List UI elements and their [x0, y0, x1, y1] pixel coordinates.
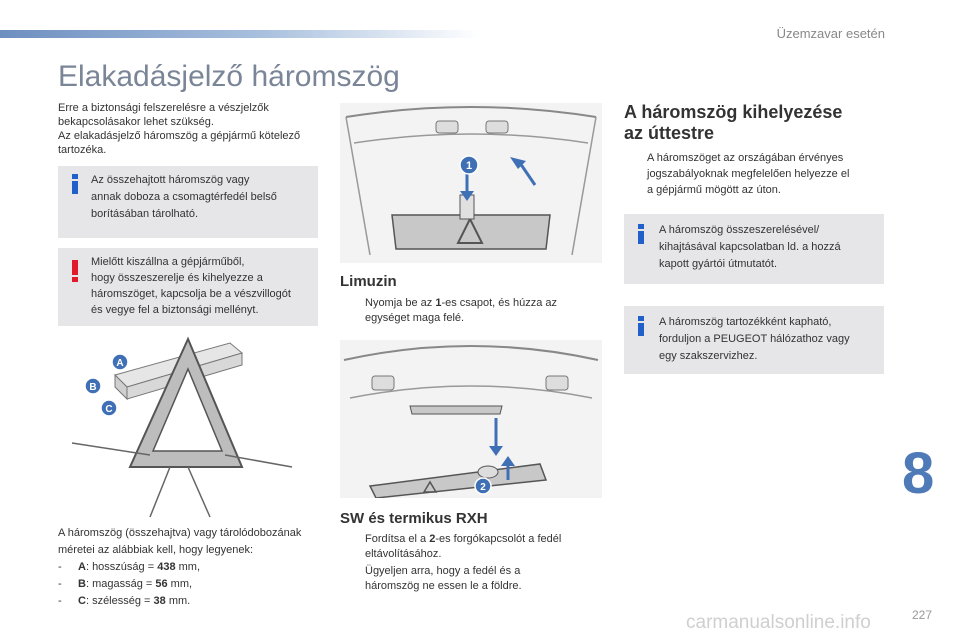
- limuzin-step: Nyomja be az 1-es csapot, és húzza az egységet maga felé.: [365, 297, 557, 324]
- page-number: 227: [912, 608, 933, 622]
- info-icon: [638, 224, 644, 244]
- dimension-b: - B: magasság = 56 mm,: [58, 578, 193, 590]
- chapter-number: 8: [902, 441, 935, 506]
- dimension-c: - C: szélesség = 38 mm.: [58, 595, 191, 607]
- label-a-text: A: [116, 358, 124, 369]
- chapter-title: Üzemzavar esetén: [776, 26, 885, 41]
- step-2-label: 2: [480, 482, 486, 493]
- watermark: carmanualsonline.info: [686, 612, 871, 633]
- dimension-a: - A: hosszúság = 438 mm,: [58, 561, 201, 573]
- step-1-label: 1: [465, 160, 473, 172]
- header-accent-bar: [0, 30, 480, 38]
- limuzin-heading: Limuzin: [340, 273, 397, 290]
- storage-info-box: Az összehajtott háromszög vagy annak doboza a csomagtérfedél belső borításában tárolható.: [58, 166, 318, 238]
- dimensions-list: A háromszög (összehajtva) vagy tárolódobozának méretei az alábbiak kell, hogy legyenek: - A: hosszúság = 438 mm, - B: magasság = 56 mm, - C: szélesség = 38 mm.: [58, 525, 323, 610]
- info-icon: [72, 174, 78, 194]
- sw-step-2: Ügyeljen arra, hogy a fedél és a háromszög ne essen le a földre.: [365, 565, 522, 592]
- assembly-info-box: A háromszög összeszerelésével/ kihajtásával kapcsolatban ld. a hozzá kapott gyártói útmutatót.: [624, 214, 884, 284]
- placement-heading: A háromszög kihelyezése az úttestre: [624, 102, 843, 143]
- purchase-info-box: A háromszög tartozékként kapható, forduljon a PEUGEOT hálózathoz vagy egy szakszervizhez.: [624, 306, 884, 374]
- sw-heading: SW és termikus RXH: [340, 510, 488, 527]
- page-title: Elakadásjelző háromszög: [58, 60, 400, 93]
- warning-triangle-illustration: [60, 335, 310, 520]
- placement-step: A háromszöget az országában érvényes jogszabályoknak megfelelően helyezze el a gépjármű mögött az úton.: [647, 152, 850, 196]
- sedan-trunk-illustration: [340, 103, 602, 263]
- info-icon: [638, 316, 644, 336]
- label-b-text: B: [89, 382, 97, 393]
- sw-step-1: Fordítsa el a 2-es forgókapcsolót a fedél eltávolításához.: [365, 533, 562, 560]
- label-c-text: C: [105, 404, 113, 415]
- warning-icon: [72, 260, 78, 282]
- sw-trunk-illustration: [340, 340, 602, 498]
- intro-text: Erre a biztonsági felszerelésre a vészjelzők bekapcsolásakor lehet szükség. Az elakadásjelző háromszög a gépjármű kötelező tartozéka.: [58, 102, 301, 156]
- safety-warning-box: Mielőtt kiszállna a gépjárműből, hogy összeszerelje és kihelyezze a háromszöget, kapcsolja be a vészvillogót és vegye fel a biztonsági mellényt.: [58, 248, 318, 326]
